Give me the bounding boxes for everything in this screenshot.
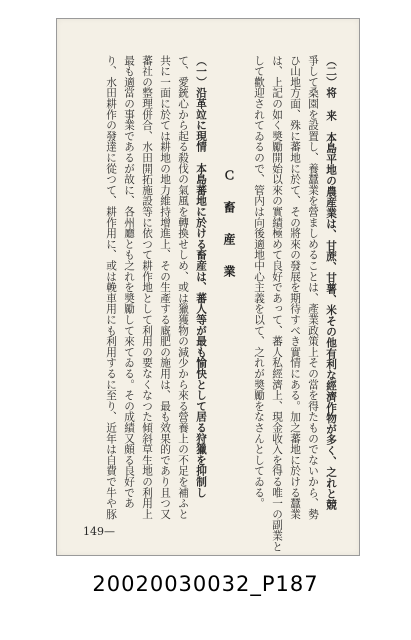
text-column: り、水田耕作の發達に從つて、耕作用に、或は輓車用にも利用するに至り、近年は自費で牛や豚	[105, 55, 117, 520]
text-column: （一）沿革竝に現情 本島蕃地に於ける畜産は、蕃人等が最も愉快として居る狩獵を抑制し	[195, 55, 207, 498]
text-column: 蕃社の整理併合、水田開拓施設等に依つて耕作地として利用の要なくなつた傾斜草生地の利用上	[141, 55, 153, 520]
text-column: て、愛銃心から起る殺伐の氣風を轉換せしめ、或は獵獲物の減少から來る營養上の不足を補ふと	[177, 55, 189, 520]
book-page	[56, 18, 360, 556]
image-caption: 20020030032_P187	[92, 572, 319, 596]
text-column: は、上記の如く奬勵開始以來の實績極めて良好であって、蕃人私經濟上、現金收入を得る唯一の副業と	[271, 55, 283, 552]
page-number: 149—	[83, 525, 115, 538]
text-column: （二）将 来 本島平地の農産業は、甘蔗、甘薯、米その他有利な經濟作物が多く、之れと競	[325, 55, 337, 510]
section-heading: Ｃ 畜 産 業	[222, 169, 236, 280]
text-column: 共に一面に於ては耕地の地力維持增進上、その生產する廐肥の施用は、最も效果的であり且つ又	[159, 55, 171, 520]
text-column: して歡迎されてゐるので、管内は向後適地中心主義を以て、之れが奬勵をなさんとしてゐる。	[253, 55, 265, 509]
text-column: ひ山地方面、殊に蕃地に於て、その將來の發展を期待すべき實情にある。加之蕃地に於ける蠶業	[289, 55, 301, 520]
text-column: 最も適當の事業であるが故に、各州廳とも之れを奬勵して來てゐる。その成績又頗る良好であ	[123, 55, 135, 509]
text-column: 爭して桑園を設置し、養蠶業を營ましめることは、產業政策上その當を得たものでないから、勢	[307, 55, 319, 520]
